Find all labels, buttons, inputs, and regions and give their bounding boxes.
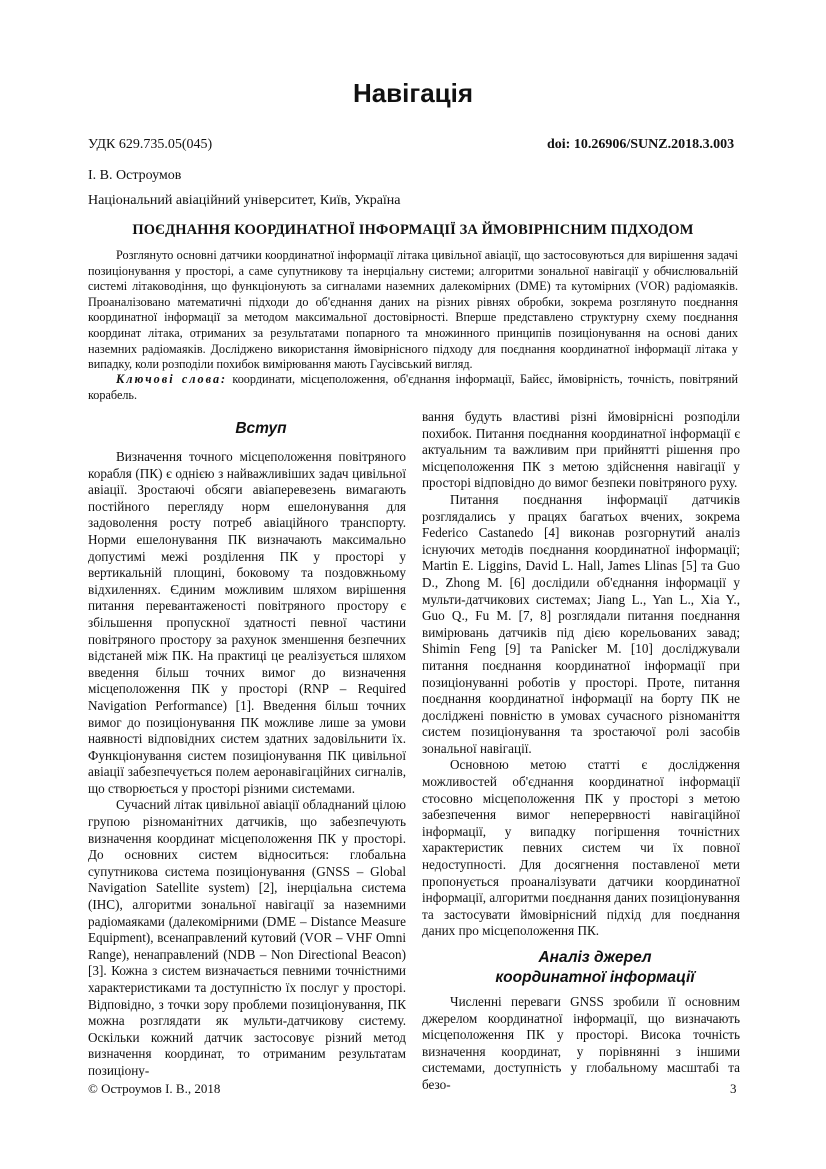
footer-copyright: © Остроумов І. В., 2018 (88, 1081, 221, 1096)
paragraph: Питання поєднання інформації датчиків розглядались у працях багатьох вчених, зокрема Federico Castanedo [4] виконав розгорнутий аналіз існуючих методів поєднання координатної інформації; Martin E. Liggins, David L. Hall, James Llinas [5] та Guo D., Zhong M. [6] дослідили об'єднання інформації у мульти-датчикових системах; Jiang L., Yan L., Xia Y., Guo Q., Fu M. [7, 8] розглядали питання поєднання вимірювань датчиків під дією корельованих завад; Shimin Feng [9] та Panicker M. [10] досліджували питання поєднання координатної інформації при позиціонуванні роботів у просторі. Проте, питання поєднання координатної інформації на борту ПК не досліджені повністю в умовах сучасного різноманіття систем позиціонування та зростаючої ролі засобів зональної навігації. (422, 491, 740, 756)
page-number: 3 (730, 1081, 737, 1096)
abstract: Розглянуто основні датчики координатної інформації літака цивільної авіації, що застосовуються для вирішення задачі позиціонування у просторі, а саме супутникову та інерціальну системи; алгоритми зональної навігації у обчислювальній системі літаководіння, що функціонують за сигналами наземних далекомірних (DME) та кутомірних (VOR) радіомаяків. Проаналізовано математичні підходи до об'єднання даних на різних рівнях обробки, зокрема розглянуто поєднання координатної інформації за методом максимальної достовірності. Вперше представлено структурну схему поєднання координат літака, отриманих за результатами попарного та множинного принципів позиціонування на основі даних наземних радіомаяків. Досліджено використання ймовірнісного підходу для поєднання координатної інформації літака у випадку, коли розподіли похибок вимірювання мають Гаусівський вигляд. (88, 248, 738, 372)
right-column (422, 409, 740, 1094)
keywords-block (88, 372, 738, 403)
author: І. В. Остроумов (88, 168, 182, 183)
keywords-text: координати, місцеположення, об'єднання інформації, Байєс, ймовірність, точність, повітряний корабель. (88, 372, 739, 402)
keywords-label: Ключові слова: (116, 372, 228, 386)
sources-heading-line-2: координатної інформації (495, 969, 695, 986)
intro-heading: Вступ (235, 420, 287, 437)
paragraph: Численні переваги GNSS зробили її основним джерелом координатної інформації, що визначають місцеположення ПК у просторі. Висока точність визначення координат, у порівнянні з іншими системами, доступність у глобальному масштабі та безо- (422, 994, 740, 1092)
paragraph: Визначення точного місцеположення повітряного корабля (ПК) є однією з найважливіших задач цивільної авіації. Зростаючі обсяги авіаперевезень вимагають постійного перегляду норм ешелонування для задоволення росту потреб авіаційного транспорту. Норми ешелонування ПК визначають максимально допустимі межі розділення ПК у просторі у вертикальній площині, боковому та поздовжньому відхиленнях. Єдиним можливим шляхом вирішення питання перевантаженості повітряного простору є збільшення пропускної здатності певної частини повітряного простору за рахунок зменшення безпечних відстаней між ПК. На практиці це реалізується шляхом введення більш точних вимог до визначення місцеположення ПК у просторі (RNP – Required Navigation Performance) [1]. Введення більш точних вимог до позиціонування ПК можливе лише за умови наявності відповідних систем здатних задовільнити їх. Функціонування систем позиціонування ПК цивільної авіації забезпечується полем аеронавігаційних сигналів, що створюється у просторі різними системами. (88, 449, 406, 796)
paragraph-continuation: вання будуть властиві різні ймовірнісні розподіли похибок. Питання поєднання координатної інформації є актуальним та важливим при прийнятті рішення про місцеположення ПК з метою здійснення навігації у просторі відповідно до вимог безпеки повітряного руху. (422, 409, 740, 491)
paper-title: ПОЄДНАННЯ КООРДИНАТНОЇ ІНФОРМАЦІЇ ЗА ЙМОВІРНІСНИМ ПІДХОДОМ (132, 222, 694, 238)
paragraph: Сучасний літак цивільної авіації обладнаний цілою групою різноманітних датчиків, що забезпечують визначення координат місцеположення ПК у просторі. До основних систем відноситься: глобальна супутникова система позиціонування (GNSS – Global Navigation Satellite system) [2], інерціальна система (ІНС), алгоритми зональної навігації за наземними радіомаяками (далекомірними (DME – Distance Measure Equipment), всенаправлений кутовий (VOR – VHF Omni Range), ненаправлений (NDB – Non Directional Beacon) [3]. Кожна з систем визначається певними точністними характеристиками та доступністю їх послуг у просторі. Відповідно, з точки зору проблеми позиціонування, ПК можна розглядати як мульти-датчикову систему. Оскільки кожний датчик застосовує різний метод визначення координат, то отриманим результатам позиціону- (88, 797, 406, 1078)
sources-heading-line-1: Аналіз джерел (538, 949, 652, 966)
affiliation: Національний авіаційний університет, Київ, Україна (88, 193, 401, 208)
paragraph: Основною метою статті є дослідження можливостей об'єднання координатної інформації стосовно місцеположення ПК у просторі з метою забезпечення вимог неперервності навігаційної інформації, у випадку погіршення точністних характеристик певних систем чи їх повної недоступності. Для досягнення поставленої мети пропонується проаналізувати датчики координатної інформації, алгоритми поєднання даних позиціонування та застосувати ймовірнісний підхід для поєднання даних про місцеположення ПК. (422, 757, 740, 939)
udc-code: УДК 629.735.05(045) (88, 137, 213, 152)
left-column (88, 419, 406, 1080)
section-heading: Навігація (352, 78, 474, 108)
doi: doi: 10.26906/SUNZ.2018.3.003 (547, 137, 735, 152)
